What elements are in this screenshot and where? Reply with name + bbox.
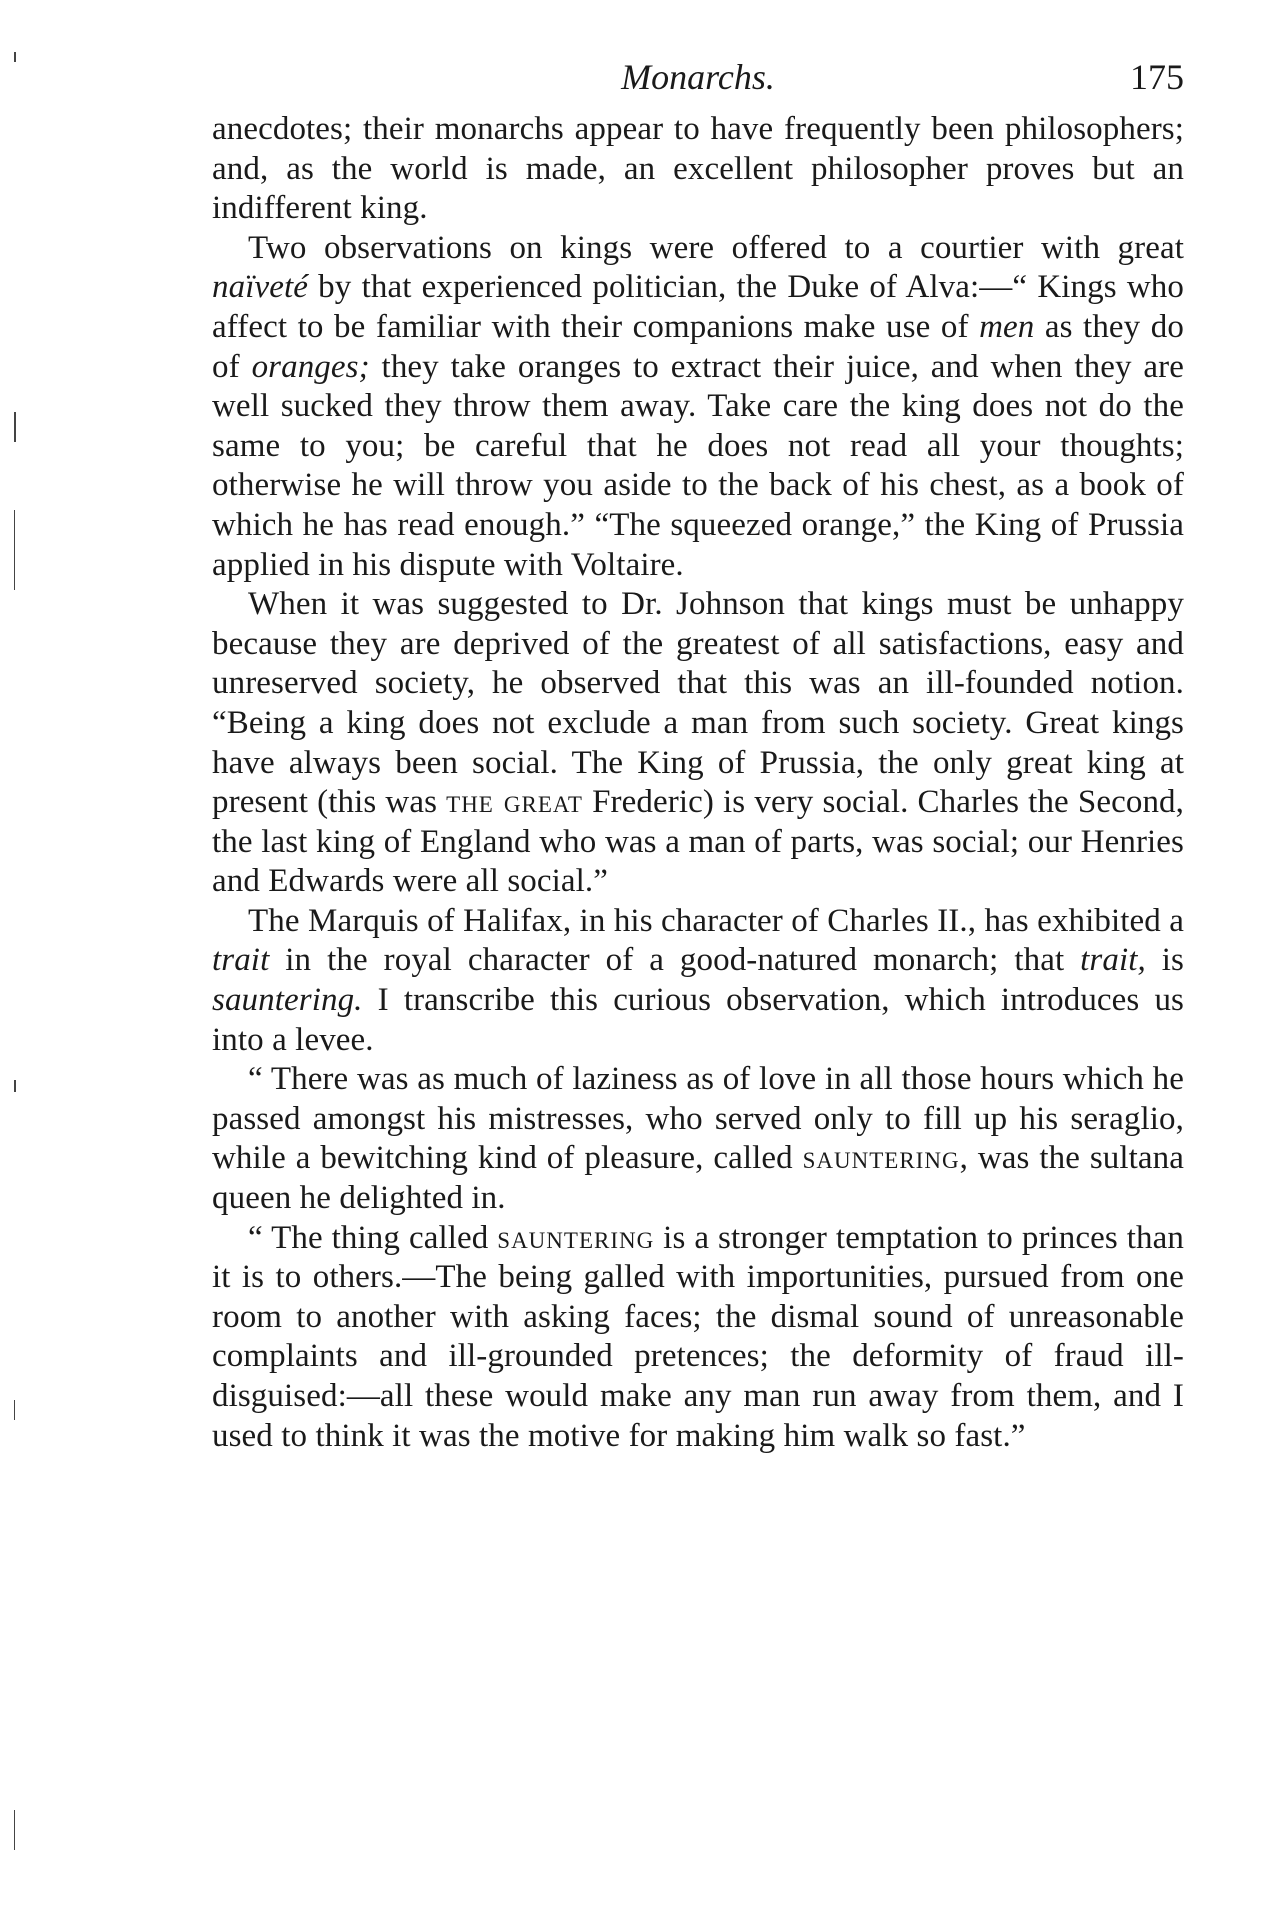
paragraph-3-smallcaps-the-great: the great (446, 784, 583, 821)
paragraph-2-italic-men: men (979, 308, 1035, 345)
paragraph-5 (212, 1060, 1184, 1218)
scan-edge-mark (14, 510, 15, 590)
paragraph-6-text-a: “ The thing called (248, 1219, 498, 1256)
body-text (212, 110, 1184, 1456)
paragraph-6-smallcaps-sauntering: sauntering (497, 1219, 655, 1256)
paragraph-2-text-b: by that experienced politician, the Duke of Alva:—“ Kings who affect to be familiar with their companions make use of (212, 269, 1184, 345)
paragraph-4-italic-trait-2: trait, (1080, 942, 1146, 979)
paragraph-3 (212, 585, 1184, 902)
paragraph-3-text-a: When it was suggested to Dr. Johnson that kings must be unhappy because they are deprived of the greatest of all satisfactions, easy and unreserved society, he observed that this was an ill-founded notion. “Being a king does not exclude a man from such society. Great kings have always been social. The King of Prussia, the only great king at present (this was (212, 586, 1184, 821)
paragraph-4-text-a: The Marquis of Halifax, in his character of Charles II., has exhibited a (248, 902, 1184, 939)
paragraph-5-text-b: , was the sultana queen he delighted in. (212, 1140, 1184, 1217)
paragraph-1-text: anecdotes; their monarchs appear to have frequently been philosophers; and, as the world is made, an excellent philosopher proves but an indifferent king. (212, 111, 1184, 227)
paragraph-5-smallcaps-sauntering: sauntering (802, 1140, 960, 1177)
paragraph-4-text-b: in the royal character of a good-natured monarch; that (269, 942, 1081, 979)
paragraph-2-text-a: Two observations on kings were offered to a courtier with great (248, 229, 1184, 266)
paragraph-2-text-d: they take oranges to extract their juice, and when they are well sucked they throw them away. Take care the king does not do the same to you; be careful that he does not read all your thoughts; otherwise he will throw you aside to the back of his chest, as a book of which he has read enough.” “The squeezed orange,” the King of Prussia applied in his dispute with Voltaire. (212, 348, 1184, 583)
running-head (212, 52, 1184, 104)
paragraph-6 (212, 1219, 1184, 1457)
page-number: 175 (1130, 57, 1184, 97)
paragraph-4-text-d: I transcribe this curious observation, which introduces us into a levee. (212, 982, 1184, 1058)
paragraph-6-text-b: is a stronger temptation to princes than it is to others.—The being galled with importunities, pursued from one room to another with asking faces; the dismal sound of unreasonable complaints and ill-grounded pretences; the deformity of fraud ill-disguised:—all these would make any man run away from them, and I used to think it was the motive for making him walk so fast.” (212, 1219, 1184, 1454)
scan-edge-mark (14, 1810, 15, 1850)
paragraph-2 (212, 229, 1184, 585)
scan-edge-mark (14, 1080, 16, 1092)
paragraph-2-text-c: as they do of (212, 308, 1184, 385)
scan-edge-mark (14, 52, 16, 62)
paragraph-4 (212, 902, 1184, 1060)
paragraph-5-text-a: “ There was as much of laziness as of love in all those hours which he passed amongst his mistresses, who served only to fill up his seraglio, while a bewitching kind of pleasure, called (212, 1061, 1184, 1177)
paragraph-3-text-b: Frederic) is very social. Charles the Second, the last king of England who was a man of parts, was social; our Henries and Edwards were all social.” (212, 784, 1185, 900)
scan-edge-mark (14, 412, 16, 442)
paragraph-4-italic-sauntering: sauntering. (212, 982, 363, 1019)
paragraph-2-italic-oranges: oranges; (251, 348, 370, 385)
paragraph-4-italic-trait: trait (212, 942, 270, 979)
paragraph-2-italic-naivete: naïveté (212, 269, 308, 306)
book-page (212, 52, 1184, 1456)
paragraph-4-text-c: is (1145, 942, 1185, 979)
running-title: Monarchs. (621, 57, 775, 97)
scan-edge-mark (14, 1400, 15, 1420)
paragraph-1 (212, 110, 1184, 229)
